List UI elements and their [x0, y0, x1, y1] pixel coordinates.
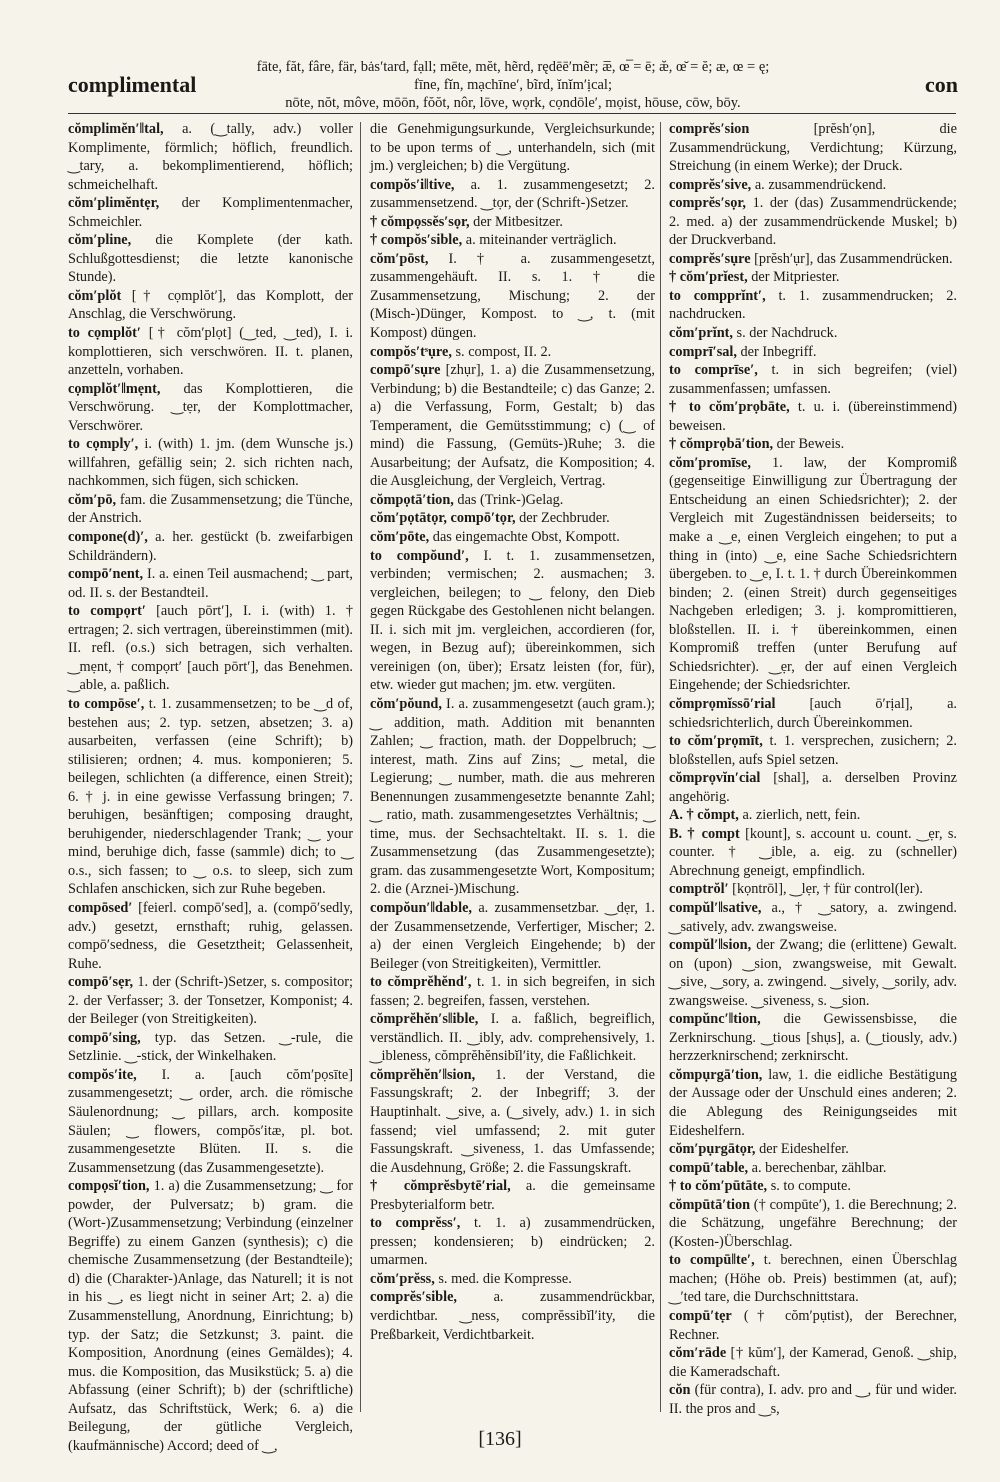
entry-definition: t. berechnen, einen Überschlag machen; (Höhe ob. Preis) bestimmen (at, auf); ‿′ted tare, die Durchschnittstara. — [669, 1252, 957, 1306]
entry-headword: compō′nent, — [68, 566, 144, 583]
entry-headword: compō′sing, — [68, 1029, 141, 1046]
dictionary-entry — [370, 1066, 655, 1177]
entry-headword: comprĕs′sible, — [370, 1289, 458, 1306]
dictionary-entry — [370, 361, 655, 491]
entry-definition: a. (‿tally, adv.) voller Komplimente, förmlich; höflich, freundlich. ‿tary, a. bekomplimentierend, höflich; schmeichelhaft. — [68, 121, 353, 193]
entry-headword: cŏmprọmĭssō′rial — [669, 695, 776, 712]
dictionary-entry — [68, 1029, 353, 1066]
dictionary-entry — [68, 528, 353, 565]
entry-definition: [kount], s. account u. count. ‿ẹr, s. counter. † ‿ible, a. eig. zu (schneller) Abrechnung geneigt, empfindlich. — [669, 825, 957, 879]
dictionary-entry — [669, 435, 957, 454]
entry-headword: compŏs′ite, — [68, 1066, 137, 1083]
dictionary-entry — [370, 1214, 655, 1270]
dictionary-entry — [669, 936, 957, 1010]
dictionary-entry — [669, 695, 957, 732]
entry-headword: † cŏm′prĭest, — [669, 269, 748, 286]
entry-headword: compōsed′ — [68, 899, 133, 916]
entry-headword: compone(d)′, — [68, 529, 148, 546]
dictionary-entry — [669, 1196, 957, 1252]
entry-definition: t. 1. a) zusammendrücken, pressen; kondensieren; b) eindrücken; 2. umarmen. — [370, 1215, 655, 1269]
entry-headword: to cŏm′prọmīt, — [669, 733, 763, 750]
entry-headword: cŏm′plimĕntẹr, — [68, 195, 160, 212]
entry-headword: † to cŏm′prọbāte, — [669, 399, 790, 416]
entry-definition: [prĕsh′ụr], das Zusammendrücken. — [750, 250, 953, 267]
dictionary-entry — [68, 287, 353, 324]
entry-definition: das (Trink-)Gelag. — [453, 491, 564, 508]
pronunciation-key-line: fāte, făt, fâre, fär, bȧs′tard, fạll; mēte, mĕt, hẽrd, rędēē′mẽr; æ̅, œ̅ = ē; æ̆, œ̆ = ĕ; æ, œ = ę; — [256, 59, 770, 75]
entry-headword: B. † compt — [669, 825, 740, 842]
dictionary-entry — [669, 1066, 957, 1140]
dictionary-entry — [669, 194, 957, 250]
dictionary-column-2 — [370, 120, 655, 1420]
dictionary-entry — [68, 194, 353, 231]
entry-headword: cŏmpūtā′tion — [669, 1196, 751, 1213]
entry-definition: der Eideshelfer. — [755, 1141, 849, 1158]
dictionary-entry — [669, 1159, 957, 1178]
entry-definition: [auch pōrt′], I. i. (with) 1. † ertragen; 2. sich vertragen, übereinstimmen (mit). II. refl. (o.s.) sich betragen, sich verhalten. ‿mẹnt, † compọrt′ [auch pōrt′], das Benehmen. ‿able, a. paßlich. — [68, 603, 353, 694]
entry-headword: compŭl′‖sion, — [669, 937, 752, 954]
dictionary-entry — [68, 1177, 353, 1455]
dictionary-entry — [669, 1140, 957, 1159]
entry-headword: cŏm′promīse, — [669, 454, 751, 471]
entry-headword: to cọmplŏt′ — [68, 325, 141, 342]
entry-definition: a. zusammensetzbar. ‿dẹr, 1. der Zusammensetzende, Verfertiger, Mischer; 2. a) der einen Vergleich Eingehende; b) der Beileger (von Streitigkeiten), Vermittler. — [370, 899, 655, 972]
dictionary-entry — [68, 899, 353, 973]
entry-headword: comptrŏl′ — [669, 881, 729, 898]
entry-definition: (für contra), I. adv. pro and ‿, für und wider. II. the pros and ‿s, — [669, 1382, 957, 1417]
dictionary-entry — [669, 287, 957, 324]
dictionary-entry — [68, 1066, 353, 1177]
entry-headword: compŏun′‖dable, — [370, 899, 473, 916]
entry-definition: a. zusammendrückbar, verdichtbar. ‿ness, comprĕssibĭl′ity, die Preßbarkeit, Verdichtbarkeit. — [370, 1289, 655, 1343]
dictionary-entry — [669, 343, 957, 362]
page-header — [68, 58, 958, 111]
entry-definition: der Inbegriff. — [736, 343, 817, 360]
dictionary-entry — [669, 825, 957, 881]
entry-headword: cŏm′pọtātọr, compō′tọr, — [370, 510, 516, 527]
entry-headword: cŏm′pōst, — [370, 250, 429, 267]
dictionary-entry — [68, 565, 353, 602]
entry-definition: der Zechbruder. — [515, 510, 610, 527]
guide-word-left: complimental — [68, 72, 197, 97]
entry-headword: compū′table, — [669, 1159, 749, 1176]
entry-definition: 1. der Verstand, die Fassungskraft; 2. der Inbegriff; 3. der Hauptinhalt. ‿sive, a. (‿sively, adv.) 1. in sich fassend; viel umfassend; 2. mit guter Fassungskraft. ‿siveness, 1. das Umfassende; die Ausdehnung, Größe; 2. die Fassungskraft. — [370, 1066, 655, 1176]
entry-headword: cŏmpụrgā′tion, — [669, 1066, 763, 1083]
dictionary-entry — [370, 491, 655, 510]
header-rule — [68, 113, 956, 114]
entry-definition: 1. law, der Kompromiß (gegenseitige Einwilligung zur Übertragung der Entscheidung an einen Schiedsrichter); 2. der Vergleich mit Zugeständnissen beiderseits; to make a ‿e, einen Vergleich eingehen; to put a thing in (into) ‿e, eine Sache Schiedsrichtern übergeben. to ‿e, I. t. 1. † durch Übereinkommen binden; 2. (einen Streit) durch gegenseitiges Nachgeben erledigen; 3. j. kompromittieren, bloßstellen. II. i. † übereinkommen, einen Kompromiß treffen (unter Berufung auf Schiedsrichter). ‿ẹr, der auf einen Vergleich Eingehende; der Schiedsrichter. — [669, 454, 957, 694]
entry-definition: I. t. 1. zusammensetzen, verbinden; vermischen; 2. ausmachen; 3. vergleichen, beilegen; to ‿ felony, den Dieb gegen Rückgabe des Gestohlenen nicht belangen. II. i. sich mit jm. vergleichen, accordieren (for, wegen, in Bezug auf); übereinkommen, sich vereinigen (on, über); Ersatz leisten (for, für), etw. wieder gut machen; jm. etw. vergüten. — [370, 547, 655, 694]
entry-headword: comprĕs′sụre — [669, 250, 751, 267]
entry-definition: s. der Nachdruck. — [732, 325, 838, 342]
entry-definition: der Beweis. — [773, 436, 845, 453]
entry-definition: [feierl. compō′sed], a. (compō′sedly, adv.) gesetzt, ernsthaft; ruhig, gelassen. compō′sedness, die Gesetztheit; Gelassenheit, Ruhe. — [68, 899, 353, 972]
entry-headword: cŏm′plŏt — [68, 287, 122, 304]
entry-definition: typ. das Setzen. ‿-rule, die Setzlinie. ‿-stick, der Winkelhaken. — [68, 1029, 353, 1065]
dictionary-entry — [669, 250, 957, 269]
dictionary-entry — [370, 547, 655, 695]
entry-definition: [kọntrōl], ‿lẹr, † für control(ler). — [728, 881, 923, 898]
dictionary-entry — [370, 1177, 655, 1214]
dictionary-entry — [669, 769, 957, 806]
entry-headword: to compōse′, — [68, 695, 145, 712]
entry-definition: der Mitpriester. — [747, 269, 840, 286]
entry-definition: fam. die Zusammensetzung; die Tünche, der Anstrich. — [68, 491, 353, 527]
entry-definition: a. berechenbar, zählbar. — [748, 1159, 887, 1176]
entry-headword: compū′tẹr — [669, 1308, 732, 1324]
entry-headword: to compọrt′ — [68, 603, 146, 620]
entry-headword: to cọmply′, — [68, 436, 139, 453]
entry-definition: a. zierlich, nett, fein. — [738, 807, 861, 824]
entry-headword: to compŏund′, — [370, 547, 469, 564]
entry-definition: I. a. [auch cŏm′pọsīte] zusammengesetzt; ‿ order, arch. die römische Säulenordnung; ‿ pillars, arch. kompositе Säulen; ‿ flowers, compŏs′itæ, pl. bot. zusammengesetzte Blüten. II. s. die Zusammensetzung (das Zusammengesetzte). — [68, 1066, 353, 1176]
dictionary-entry — [370, 695, 655, 899]
entry-headword: † cŏmprọbā′tion, — [669, 436, 774, 453]
dictionary-entry — [68, 491, 353, 528]
entry-headword: to compprĭnt′, — [669, 287, 766, 304]
entry-headword: comprĕs′sọr, — [669, 195, 746, 212]
dictionary-entry — [669, 880, 957, 899]
dictionary-entry — [370, 120, 655, 176]
dictionary-entry — [68, 380, 353, 436]
entry-headword: comprĕs′sion — [669, 121, 750, 137]
pronunciation-key-line: nōte, nŏt, môve, mōōn, fŏŏt, nôr, lōve, wọrk, cọndōle′, mọist, hōuse, cōw, bōy. — [285, 95, 741, 111]
entry-definition: 1. der (das) Zusammendrückende; 2. med. a) der zusammendrückende Muskel; b) der Druckverband. — [669, 195, 957, 249]
entry-headword: compŭnc′‖tion, — [669, 1011, 761, 1028]
entry-definition: die Genehmigungsurkunde, Vergleichsurkunde; to be upon terms of ‿, unterhandeln, sich (mit jm.) vergleichen; b) die Vergütung. — [370, 121, 655, 175]
entry-definition: († compūte′), 1. die Berechnung; 2. die Schätzung, ungefähre Berechnung; der (Kosten-)Überschlag. — [669, 1196, 957, 1250]
entry-headword: to cŏmprĕhĕnd′, — [370, 974, 472, 991]
entry-headword: cọmplŏt′‖mẹnt, — [68, 380, 161, 397]
entry-definition: s. to compute. — [767, 1178, 851, 1195]
entry-headword: cŏn — [669, 1382, 691, 1399]
entry-definition: I. a. zusammengesetzt (auch gram.); ‿ addition, math. Addition mit benannten Zahlen; ‿ fraction, math. der Doppelbruch; ‿ interest, math. Zins auf Zins; ‿ metal, die Legierung; ‿ number, math. die aus mehreren Benennungen zusammengesetzte benannte Zahl; ‿ ratio, math. zusammengesetztes Verhältnis; ‿ time, mus. der Sechsachteltakt. II. s. 1. die Zusammensetzung (das Zusammengesetzte); gram. das zusammengesetzte Wort, Kompositum; 2. die (Arznei-)Mischung. — [370, 695, 655, 898]
dictionary-entry — [370, 250, 655, 343]
dictionary-entry — [669, 324, 957, 343]
entry-headword: † to cŏm′pūtāte, — [669, 1178, 768, 1195]
entry-headword: cŏm′pŏund, — [370, 695, 442, 712]
dictionary-entry — [669, 1177, 957, 1196]
dictionary-entry — [68, 120, 353, 194]
entry-headword: compō′sụre — [370, 362, 441, 379]
entry-definition: t. 1. zusammensetzen; to be ‿d of, bestehen aus; 2. typ. setzen, absetzen; 3. a) ausarbeiten, verfassen (eine Schrift); b) stilisieren; ordnen; 4. mus. komponieren; 5. beilegen, schlichten (a difference, einen Streit); 6. † j. in eine gewisse Verfassung bringen; 7. beruhigen, besänftigen; composing draught, beruhigender, niederschlagender Trank; ‿ your mind, beruhige dich, fasse (sammle) dich; to ‿ o.s., sich fassen; to ‿ o.s. to sleep, sich zum Schlafen anschicken, sich zur Ruhe begeben. — [68, 695, 353, 898]
dictionary-entry — [669, 361, 957, 398]
entry-headword: cŏm′prĭnt, — [669, 325, 733, 342]
entry-definition: a. 1. zusammengesetzt; 2. zusammensetzend. ‿tọr, der (Schrift-)Setzer. — [370, 176, 655, 212]
entry-definition: [prĕsh′ọn], die Zusammendrückung, Verdichtung; Kürzung, Streichung (in einem Werke); der Druck. — [669, 121, 957, 175]
column-divider — [660, 122, 661, 1412]
entry-headword: cŏm′pōte, — [370, 529, 430, 546]
dictionary-entry — [669, 1381, 957, 1418]
dictionary-column-1 — [68, 120, 353, 1454]
entry-definition: das eingemachte Obst, Kompott. — [429, 529, 620, 546]
entry-definition: t. 1. in sich begreifen, in sich fassen; 2. begreifen, fassen, verstehen. — [370, 974, 656, 1009]
entry-definition: die Komplete (der kath. Schlußgottesdienst; die letzte kanonische Stunde). — [68, 232, 353, 286]
dictionary-entry — [669, 1251, 957, 1307]
entry-headword: cŏm′prĕss, — [370, 1270, 435, 1287]
dictionary-entry — [370, 343, 655, 362]
entry-definition: das Komplottieren, die Verschwörung. ‿tẹr, der Komplottmacher, Verschwörer. — [68, 380, 353, 434]
entry-headword: compŏs′i‖tive, — [370, 176, 455, 193]
dictionary-entry — [669, 732, 957, 769]
entry-definition: 1. a) die Zusammensetzung; ‿ for powder, der Pulversatz; b) gram. die (Wort-)Zusammensetzung; Verbindung (einzelner Begriffe) zu einem Ganzen (synthesis); c) die chemische Zusammensetzung (der Bestandteile); d) die (Charakter-)Anlage, das Naturell; it is not in his ‿, es liegt nicht in seiner Art; 2. a) die Zusammenstellung, Anordnung, Einrichtung; b) typ. der Satz; die Setzkunst; 3. paint. die Komposition, Anordnung (eines Gemäldes); 4. mus. die Komposition, das Musikstück; 5. a) die Abfassung (einer Schrift); b) der (schriftliche) Aufsatz, das Schriftstück, Werk; 6. a) die Beilegung, der gütliche Vergleich, (kaufmännische) Accord; deed of ‿, — [68, 1178, 353, 1454]
entry-definition: [auch ō′rịal], a. schiedsrichterlich, durch Übereinkommen. — [669, 695, 957, 731]
dictionary-entry — [370, 1270, 655, 1289]
entry-definition: t. 1. zusammendrucken; 2. nachdrucken. — [669, 287, 957, 323]
dictionary-entry — [669, 398, 957, 435]
entry-definition: [† cọmplŏt′], das Komplott, der Anschlag, die Verschwörung. — [68, 287, 353, 323]
entry-definition: der Komplimentenmacher, Schmeichler. — [68, 195, 353, 230]
dictionary-entry — [669, 1010, 957, 1066]
dictionary-entry — [370, 1010, 655, 1066]
entry-definition: a. her. gestückt (b. zweifarbigen Schildrändern). — [68, 529, 353, 564]
column-divider — [360, 122, 361, 1412]
entry-headword: cŏmprĕhĕn′s‖ible, — [370, 1011, 479, 1028]
entry-definition: I. a. faßlich, begreiflich, verständlich. II. ‿ibly, adv. comprehensively, 1. ‿ibleness, cŏmprĕhĕnsibĭl′ity, die Faßlichkeit. — [370, 1011, 655, 1065]
entry-headword: comprī′sal, — [669, 343, 737, 360]
entry-definition: der Zwang; die (erlittene) Gewalt. on (upon) ‿sion, zwangsweise, mit Gewalt. ‿sive, ‿sory, a. zwingend. ‿sively, ‿sorily, adv. zwangsweise. ‿siveness, s. ‿sion. — [669, 937, 957, 1009]
entry-headword: cŏm′pline, — [68, 232, 132, 249]
guide-word-right: con — [925, 72, 958, 97]
entry-headword: A. † cŏmpt, — [669, 807, 739, 824]
entry-definition: s. med. die Kompresse. — [434, 1270, 572, 1287]
entry-definition: t. in sich begreifen; (viel) zusammenfassen; umfassen. — [669, 362, 957, 397]
entry-headword: cŏm′rāde — [669, 1345, 727, 1362]
dictionary-entry — [669, 120, 957, 176]
entry-definition: 1. der (Schrift-)Setzer, s. compositor; 2. der Verfasser; 3. der Tonsetzer, Komponist; 4. der Beileger (von Streitigkeiten). — [68, 974, 353, 1028]
dictionary-entry — [370, 973, 655, 1010]
entry-headword: cŏmplimĕn′‖tal, — [68, 121, 164, 137]
entry-definition: a. miteinander verträglich. — [462, 232, 617, 249]
entry-headword: cŏmprĕhĕn′‖sion, — [370, 1066, 476, 1083]
entry-headword: compō′sẹr, — [68, 974, 134, 991]
dictionary-entry — [370, 1288, 655, 1344]
entry-definition: t. 1. versprechen, zusichern; 2. bloßstellen, aufs Spiel setzen. — [669, 733, 957, 768]
pronunciation-key-line: fīne, fĭn, mạchīne′, bĩrd, ĭnĭm′ịcal; — [413, 77, 612, 93]
entry-definition: [† cŏm′plọt] (‿ted, ‿ted), I. i. komplottieren, sich verschwören. II. t. planen, anzetteln, vorhaben. — [68, 325, 353, 379]
dictionary-column-3 — [669, 120, 957, 1420]
entry-definition: I. a. einen Teil ausmachend; ‿ part, od. II. s. der Bestandteil. — [68, 566, 353, 601]
dictionary-entry — [68, 602, 353, 695]
entry-headword: comprĕs′sive, — [669, 176, 752, 193]
entry-definition: a. zusammendrückend. — [751, 176, 887, 193]
entry-definition: t. u. i. (übereinstimmend) beweisen. — [669, 399, 957, 434]
entry-definition: s. compost, II. 2. — [451, 343, 552, 360]
dictionary-entry — [669, 1307, 957, 1344]
dictionary-entry — [370, 176, 655, 213]
dictionary-entry — [68, 973, 353, 1029]
entry-headword: † cŏmprĕsbytē′rial, — [370, 1178, 511, 1195]
entry-definition: († cŏm′pụtist), der Berechner, Rechner. — [669, 1308, 957, 1343]
entry-headword: cŏmpọtā′tion, — [370, 491, 454, 508]
pronunciation-key — [228, 58, 798, 112]
entry-headword: to compū‖te′, — [669, 1252, 755, 1269]
entry-headword: cŏm′pụrgātọr, — [669, 1141, 756, 1158]
entry-definition: a. die gemeinsame Presbyterialform betr. — [370, 1178, 655, 1213]
dictionary-entry — [68, 231, 353, 287]
dictionary-entry — [68, 695, 353, 899]
entry-headword: to comprĕss′, — [370, 1215, 461, 1232]
dictionary-entry — [370, 231, 655, 250]
entry-definition: [† kŭm′], der Kamerad, Genoß. ‿ship, die Kameradschaft. — [669, 1345, 957, 1380]
entry-headword: compọsĭ′tion, — [68, 1178, 150, 1195]
page-number: [136] — [478, 1428, 522, 1450]
dictionary-entry — [370, 899, 655, 973]
dictionary-entry — [370, 213, 655, 232]
entry-definition: a., † ‿satory, a. zwingend. ‿satively, adv. zwangsweise. — [669, 899, 957, 935]
dictionary-entry — [370, 528, 655, 547]
entry-headword: † cŏmpọssĕs′sọr, — [370, 213, 470, 230]
entry-headword: cŏm′pō, — [68, 491, 117, 508]
dictionary-entry — [669, 899, 957, 936]
entry-headword: cŏmprọvĭn′cial — [669, 770, 761, 787]
dictionary-entry — [669, 268, 957, 287]
dictionary-entry — [669, 176, 957, 195]
entry-definition: [zhụr], 1. a) die Zusammensetzung, Verbindung; b) die Bestandteile; c) das Ganze; 2. a) die Verfassung, Form, Gestalt; b) das Temperament, die Gemütsstimmung; c) (‿ of mind) die Fassung, (Gemüts-)Ruhe; 3. die Ausarbeitung; der Aufsatz, die Komposition; 4. die Ausgleichung, der Vergleich, Vertrag. — [370, 362, 655, 490]
entry-definition: law, 1. die eidliche Bestätigung der Aussage oder der Unschuld eines anderen; 2. die Ablegung des Reinigungseides mit Eideshelfern. — [669, 1066, 957, 1139]
entry-definition: die Gewissensbisse, die Zerknirschung. ‿tious [shụs], a. (‿tiously, adv.) herzzerknirschend; zerknirscht. — [669, 1011, 957, 1065]
dictionary-entry — [68, 324, 353, 380]
entry-definition: [shal], a. derselben Provinz angehörig. — [669, 770, 957, 805]
dictionary-entry — [669, 806, 957, 825]
dictionary-entry — [68, 435, 353, 491]
entry-headword: to comprīse′, — [669, 362, 758, 379]
entry-headword: † compŏs′sible, — [370, 232, 463, 249]
entry-definition: der Mitbesitzer. — [469, 213, 563, 230]
dictionary-entry — [669, 454, 957, 695]
entry-headword: compŭl′‖sative, — [669, 899, 762, 916]
entry-headword: compŏs′tˢụre, — [370, 343, 452, 360]
entry-definition: i. (with) 1. jm. (dem Wunsche js.) willfahren, gefällig sein; 2. sich richten nach, nachkommen, sich fügen, sich schicken. — [68, 436, 353, 490]
dictionary-entry — [669, 1344, 957, 1381]
entry-definition: I. † a. zusammengesetzt, zusammengehäuft. II. s. 1. † die Zusammensetzung, Mischung; 2. der (Misch-)Dünger, Kompost. to ‿, t. (mit Kompost) düngen. — [370, 250, 655, 342]
dictionary-entry — [370, 509, 655, 528]
